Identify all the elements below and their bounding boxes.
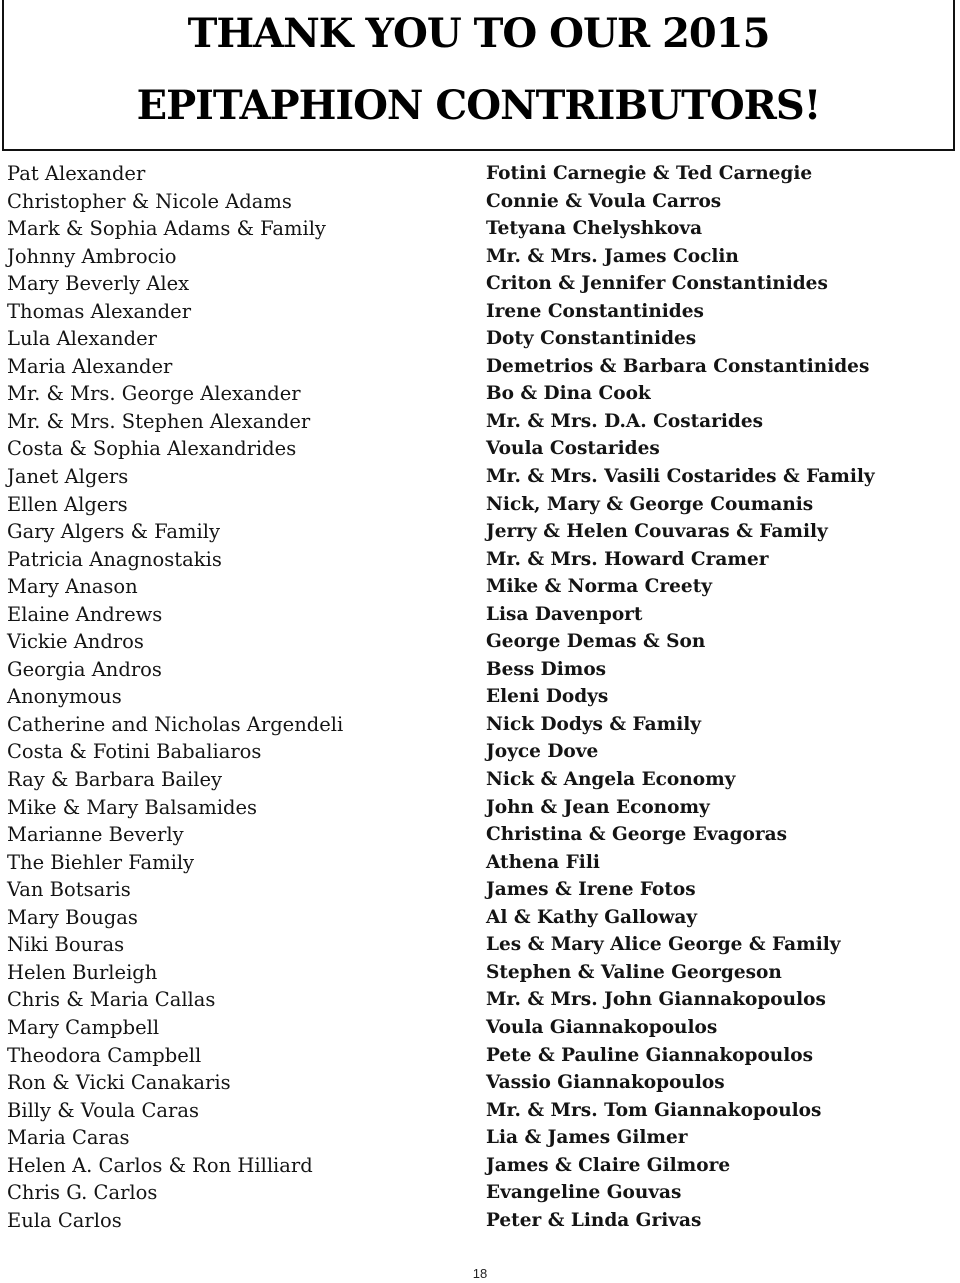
contributor-name: Tetyana Chelyshkova: [486, 218, 703, 240]
contributor-name: Lisa Davenport: [486, 603, 643, 625]
contributor-name: Costa & Sophia Alexandrides: [7, 437, 297, 461]
contributor-name: Criton & Jennifer Constantinides: [486, 273, 828, 295]
contributor-name: Mr. & Mrs. Howard Cramer: [486, 548, 769, 570]
contributor-name: George Demas & Son: [486, 631, 706, 653]
contributor-name: Voula Giannakopoulos: [486, 1016, 718, 1038]
contributor-name: Les & Mary Alice George & Family: [486, 934, 841, 956]
contributor-name: Mr. & Mrs. D.A. Costarides: [486, 410, 764, 432]
contributor-name: Maria Alexander: [7, 354, 173, 378]
contributor-name: Nick & Angela Economy: [486, 769, 736, 791]
contributor-name: Mike & Norma Creety: [486, 576, 712, 598]
contributor-name: Thomas Alexander: [7, 299, 192, 323]
page-title-line-2: EPITAPHION CONTRIBUTORS!: [136, 82, 821, 129]
contributor-name: James & Claire Gilmore: [486, 1154, 731, 1176]
contributor-name: Maria Caras: [7, 1126, 130, 1150]
contributor-name: The Biehler Family: [7, 850, 195, 874]
contributor-name: Lula Alexander: [7, 327, 157, 351]
contributor-name: Mr. & Mrs. Tom Giannakopoulos: [486, 1099, 822, 1121]
contributor-name: Bo & Dina Cook: [486, 383, 651, 405]
contributor-name: Connie & Voula Carros: [486, 190, 722, 212]
contributor-name: Eleni Dodys: [486, 686, 609, 708]
contributor-name: Marianne Beverly: [7, 823, 184, 847]
contributor-name: Van Botsaris: [7, 878, 131, 902]
contributor-name: Christina & George Evagoras: [486, 824, 788, 846]
contributor-name: Demetrios & Barbara Constantinides: [486, 355, 870, 377]
contributor-name: Doty Constantinides: [486, 328, 697, 350]
right-contributor-list: [486, 160, 956, 1234]
contributor-name: Niki Bouras: [7, 933, 125, 957]
contributor-name: Mary Anason: [7, 575, 138, 599]
contributor-name: Pete & Pauline Giannakopoulos: [486, 1044, 814, 1066]
contributor-name: Pat Alexander: [7, 162, 146, 185]
contributor-name: Athena Fili: [486, 851, 600, 873]
contributor-name: Mr. & Mrs. John Giannakopoulos: [486, 989, 826, 1011]
contributor-name: Patricia Anagnostakis: [7, 547, 222, 571]
contributor-name: Chris G. Carlos: [7, 1181, 158, 1205]
left-contributor-list: [7, 160, 467, 1234]
contributor-name: Mark & Sophia Adams & Family: [7, 217, 326, 241]
contributor-name: Joyce Dove: [486, 741, 599, 763]
contributor-name: James & Irene Fotos: [486, 879, 696, 901]
contributor-name: Stephen & Valine Georgeson: [486, 961, 782, 983]
contributor-name: Mr. & Mrs. George Alexander: [7, 382, 301, 406]
contributor-name: Catherine and Nicholas Argendeli: [7, 712, 344, 736]
contributor-name: Mr. & Mrs. Vasili Costarides & Family: [486, 466, 875, 488]
contributor-name: Theodora Campbell: [7, 1043, 202, 1067]
contributor-name: Jerry & Helen Couvaras & Family: [486, 521, 828, 543]
contributor-name: Anonymous: [7, 685, 122, 709]
contributor-name: Evangeline Gouvas: [486, 1182, 682, 1204]
contributor-name: Helen A. Carlos & Ron Hilliard: [7, 1153, 313, 1177]
contributor-name: Mike & Mary Balsamides: [7, 795, 258, 819]
contributor-name: Chris & Maria Callas: [7, 988, 216, 1012]
contributor-name: Eula Carlos: [7, 1208, 122, 1232]
title-box: [2, 0, 955, 151]
contributor-name: John & Jean Economy: [486, 796, 710, 818]
contributor-name: Ray & Barbara Bailey: [7, 768, 223, 792]
contributor-name: Ron & Vicki Canakaris: [7, 1071, 231, 1095]
contributor-name: Billy & Voula Caras: [7, 1098, 199, 1122]
contributor-name: Gary Algers & Family: [7, 520, 220, 544]
contributor-name: Christopher & Nicole Adams: [7, 189, 292, 213]
contributor-name: Mary Beverly Alex: [7, 272, 190, 296]
contributor-name: Ellen Algers: [7, 492, 128, 516]
contributor-name: Nick Dodys & Family: [486, 713, 702, 735]
contributor-name: Mr. & Mrs. Stephen Alexander: [7, 409, 311, 433]
contributor-name: Mary Bougas: [7, 905, 138, 929]
contributor-name: Nick, Mary & George Coumanis: [486, 493, 814, 515]
contributor-name: Vassio Giannakopoulos: [486, 1072, 725, 1094]
contributor-name: Lia & James Gilmer: [486, 1127, 688, 1149]
contributor-name: Mary Campbell: [7, 1015, 160, 1039]
contributor-name: Irene Constantinides: [486, 300, 704, 322]
contributor-name: Mr. & Mrs. James Coclin: [486, 245, 739, 267]
contributor-name: Al & Kathy Galloway: [486, 906, 698, 928]
page-title-line-1: THANK YOU TO OUR 2015: [187, 10, 770, 57]
contributor-name: Johnny Ambrocio: [7, 244, 177, 268]
contributor-name: Costa & Fotini Babaliaros: [7, 740, 262, 764]
contributor-name: Georgia Andros: [7, 657, 162, 681]
contributor-name: Helen Burleigh: [7, 960, 158, 984]
contributor-name: Bess Dimos: [486, 658, 607, 680]
contributor-name: Fotini Carnegie & Ted Carnegie: [486, 163, 813, 184]
contributor-name: Janet Algers: [7, 465, 129, 489]
contributor-name: Peter & Linda Grivas: [486, 1209, 702, 1231]
page-number: 18: [472, 1266, 488, 1281]
contributor-name: Voula Costarides: [486, 438, 660, 460]
contributor-name: Elaine Andrews: [7, 602, 163, 626]
contributor-name: Vickie Andros: [7, 630, 144, 654]
